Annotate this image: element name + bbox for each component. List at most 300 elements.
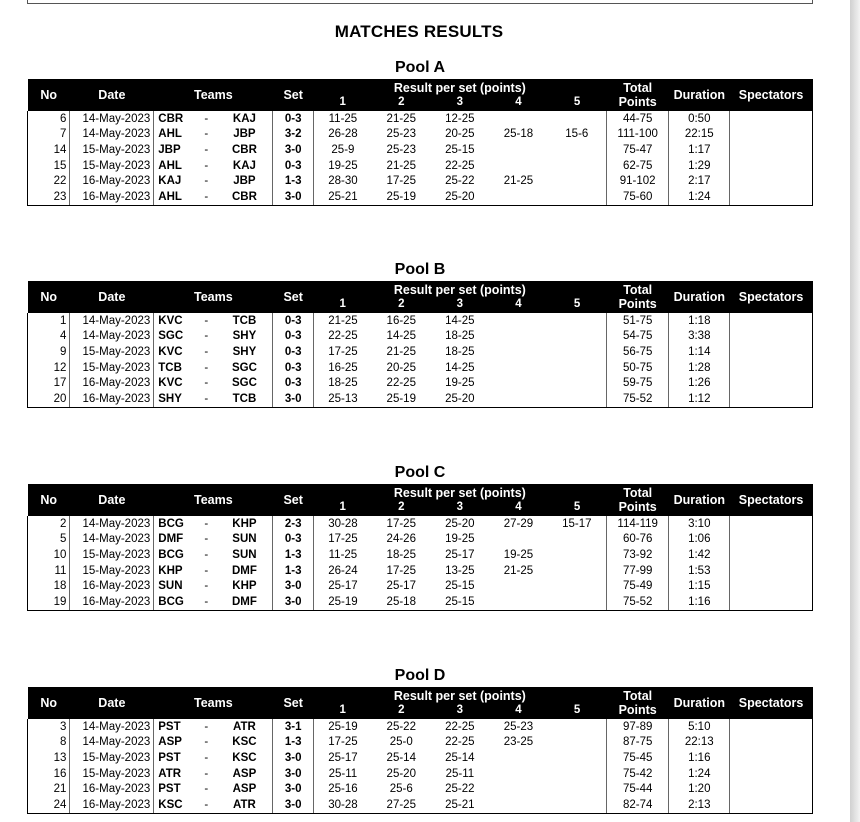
header-set: Set — [273, 281, 313, 313]
total-points: 59-75 — [606, 375, 669, 391]
header-set-4: 4 — [489, 297, 548, 313]
set-4-score: 19-25 — [503, 548, 534, 561]
away-team: JBP — [233, 128, 256, 141]
set-1-score: 16-25 — [313, 360, 372, 376]
team-separator: - — [204, 533, 209, 546]
header-date: Date — [70, 484, 154, 516]
match-number: 3 — [28, 719, 70, 735]
home-team: KAJ — [154, 173, 196, 189]
match-duration: 1:20 — [669, 781, 730, 797]
spectators-count — [730, 547, 813, 563]
table-row — [28, 594, 813, 610]
set-score: 0-3 — [273, 111, 313, 127]
set-2-score: 25-23 — [386, 128, 416, 141]
away-team: KSC — [232, 736, 257, 749]
away-team: SUN — [232, 533, 257, 546]
away-team: SGC — [231, 361, 257, 374]
match-date: 15-May-2023 — [70, 360, 154, 376]
header-set-3: 3 — [431, 703, 490, 719]
set-2-score: 25-19 — [372, 391, 431, 407]
home-team: ATR — [154, 766, 196, 782]
pool-title: Pool A — [394, 59, 446, 76]
spectators-count — [730, 750, 813, 766]
set-2-score: 25-6 — [389, 783, 413, 796]
home-team: BCG — [154, 516, 196, 532]
match-number: 11 — [28, 563, 70, 579]
set-2-score: 14-25 — [386, 330, 416, 343]
match-number: 13 — [28, 750, 70, 766]
away-team: KHP — [232, 517, 257, 530]
match-date: 16-May-2023 — [70, 781, 154, 797]
set-2-score: 25-14 — [386, 751, 416, 764]
set-1-score: 17-25 — [313, 532, 372, 548]
header-spectators: Spectators — [730, 687, 813, 719]
away-team: ATR — [216, 797, 273, 813]
set-score: 3-1 — [273, 719, 313, 735]
away-team: TCB — [216, 391, 273, 407]
total-points: 50-75 — [606, 360, 669, 376]
header-set-3: 3 — [431, 95, 490, 111]
match-duration: 1:29 — [669, 158, 730, 174]
match-date: 15-May-2023 — [70, 142, 154, 158]
team-separator: - — [204, 159, 209, 172]
match-number: 10 — [28, 547, 70, 563]
set-4-score: 21-25 — [503, 175, 534, 188]
table-row — [28, 781, 813, 797]
match-number: 7 — [28, 127, 70, 143]
set-2-score: 21-25 — [386, 345, 416, 358]
set-2-score: 21-25 — [386, 159, 416, 172]
pool-title: Pool D — [394, 667, 446, 684]
set-5-score — [548, 797, 607, 813]
set-score: 0-3 — [273, 375, 313, 391]
set-score: 3-0 — [273, 391, 313, 407]
match-number: 12 — [28, 360, 70, 376]
match-number: 19 — [28, 594, 70, 610]
match-duration: 1:16 — [669, 750, 730, 766]
header-set-1: 1 — [313, 95, 372, 111]
page-title: MATCHES RESULTS — [334, 22, 504, 41]
match-date: 15-May-2023 — [70, 344, 154, 360]
header-teams: Teams — [154, 687, 273, 719]
away-team: KAJ — [232, 112, 256, 125]
set-2-score: 27-25 — [372, 797, 431, 813]
set-1-score: 25-16 — [313, 781, 372, 797]
match-number: 9 — [28, 344, 70, 360]
header-total: Total — [606, 79, 669, 95]
header-teams: Teams — [154, 281, 273, 313]
set-3-score: 25-21 — [431, 797, 490, 813]
match-duration: 3:38 — [669, 329, 730, 345]
header-spectators: Spectators — [730, 281, 813, 313]
spectators-count — [730, 142, 813, 158]
header-set-4: 4 — [489, 95, 548, 111]
header-date: Date — [70, 79, 154, 111]
team-separator: - — [204, 517, 209, 530]
match-duration: 1:24 — [669, 189, 730, 205]
away-team: JBP — [233, 175, 256, 188]
set-2-score: 17-25 — [386, 175, 416, 188]
spectators-count — [730, 781, 813, 797]
set-1-score: 25-19 — [313, 719, 372, 735]
match-date: 14-May-2023 — [70, 313, 154, 329]
set-3-score: 25-20 — [431, 189, 490, 205]
total-points: 54-75 — [606, 329, 669, 345]
set-3-score: 22-25 — [445, 736, 475, 749]
team-separator: - — [204, 175, 209, 188]
header-set-4: 4 — [489, 500, 548, 516]
header-set-3: 3 — [431, 297, 490, 313]
home-team: BCG — [154, 547, 196, 563]
table-row — [28, 313, 813, 329]
team-separator: - — [204, 580, 209, 593]
set-4-score — [489, 329, 548, 345]
home-team: SGC — [154, 329, 196, 345]
set-score: 0-3 — [273, 532, 313, 548]
set-5-score — [548, 719, 607, 735]
set-3-score: 25-15 — [431, 594, 490, 610]
spectators-count — [730, 735, 813, 751]
spectators-count — [730, 158, 813, 174]
set-2-score: 18-25 — [386, 548, 416, 561]
set-5-score — [548, 313, 607, 329]
header-points: Points — [606, 95, 669, 111]
set-2-score: 16-25 — [386, 314, 416, 327]
header-set-5: 5 — [548, 297, 607, 313]
table-row — [28, 189, 813, 205]
away-team: KAJ — [232, 159, 256, 172]
set-3-score: 19-25 — [445, 377, 475, 390]
match-number: 18 — [28, 578, 70, 594]
set-3-score: 25-11 — [445, 767, 475, 780]
match-date: 15-May-2023 — [70, 563, 154, 579]
set-4-score — [489, 375, 548, 391]
away-team: KSC — [232, 751, 257, 764]
match-date: 14-May-2023 — [70, 735, 154, 751]
total-points: 87-75 — [606, 735, 669, 751]
set-1-score: 30-28 — [313, 516, 372, 532]
set-5-score — [548, 563, 607, 579]
match-duration: 1:42 — [669, 547, 730, 563]
set-4-score: 23-25 — [503, 736, 534, 749]
header-set: Set — [273, 79, 313, 111]
match-duration: 1:15 — [669, 578, 730, 594]
match-date: 16-May-2023 — [70, 173, 154, 189]
set-score: 0-3 — [273, 313, 313, 329]
match-number: 1 — [28, 313, 70, 329]
away-team: TCB — [232, 314, 257, 327]
set-3-score: 18-25 — [445, 330, 475, 343]
set-4-score: 21-25 — [503, 564, 534, 577]
set-1-score: 26-28 — [313, 127, 372, 143]
team-separator: - — [204, 736, 209, 749]
match-duration: 1:06 — [669, 532, 730, 548]
match-duration: 1:28 — [669, 360, 730, 376]
set-score: 3-0 — [273, 594, 313, 610]
pool-section — [27, 665, 813, 814]
set-1-score: 21-25 — [313, 313, 372, 329]
match-date: 16-May-2023 — [70, 594, 154, 610]
match-duration: 1:18 — [669, 313, 730, 329]
set-4-score — [489, 750, 548, 766]
set-score: 1-3 — [273, 735, 313, 751]
header-duration: Duration — [669, 79, 730, 111]
header-set-5: 5 — [548, 95, 607, 111]
results-table — [27, 687, 813, 814]
set-3-score: 25-20 — [431, 391, 490, 407]
total-points: 73-92 — [606, 547, 669, 563]
set-3-score: 25-22 — [445, 783, 475, 796]
set-score: 3-0 — [273, 578, 313, 594]
team-separator: - — [204, 112, 209, 125]
match-date: 14-May-2023 — [70, 532, 154, 548]
results-table — [27, 484, 813, 611]
team-separator: - — [204, 314, 209, 327]
set-4-score — [489, 158, 548, 174]
set-4-score — [489, 344, 548, 360]
set-score: 0-3 — [273, 329, 313, 345]
match-date: 15-May-2023 — [70, 158, 154, 174]
set-4-score — [489, 578, 548, 594]
header-duration: Duration — [669, 484, 730, 516]
previous-section-frame — [27, 0, 813, 4]
match-date: 16-May-2023 — [70, 375, 154, 391]
team-separator: - — [196, 189, 216, 205]
header-result-per-set: Result per set (points) — [313, 79, 606, 95]
set-4-score — [489, 189, 548, 205]
header-spectators: Spectators — [730, 79, 813, 111]
match-date: 15-May-2023 — [70, 547, 154, 563]
set-4-score — [489, 142, 548, 158]
away-team: ASP — [232, 783, 257, 796]
match-number: 6 — [28, 111, 70, 127]
table-row — [28, 329, 813, 345]
set-score: 3-0 — [273, 797, 313, 813]
set-1-score: 25-19 — [313, 594, 372, 610]
match-duration: 3:10 — [669, 516, 730, 532]
total-points: 97-89 — [606, 719, 669, 735]
match-date: 16-May-2023 — [70, 578, 154, 594]
home-team: DMF — [154, 532, 196, 548]
away-team: CBR — [216, 189, 273, 205]
set-4-score — [489, 766, 548, 782]
set-3-score: 25-14 — [445, 751, 475, 764]
pool-section — [27, 57, 813, 206]
match-date: 16-May-2023 — [70, 797, 154, 813]
header-no: No — [28, 687, 70, 719]
set-3-score: 18-25 — [445, 345, 475, 358]
header-set-3: 3 — [431, 500, 490, 516]
match-duration: 22:15 — [669, 127, 730, 143]
set-5-score — [548, 547, 607, 563]
set-4-score: 27-29 — [503, 517, 534, 530]
team-separator: - — [204, 143, 209, 156]
set-1-score: 17-25 — [313, 735, 372, 751]
team-separator: - — [204, 361, 209, 374]
team-separator: - — [196, 594, 216, 610]
spectators-count — [730, 173, 813, 189]
set-5-score — [548, 189, 607, 205]
match-date: 14-May-2023 — [70, 111, 154, 127]
total-points: 77-99 — [606, 563, 669, 579]
spectators-count — [730, 329, 813, 345]
home-team: PST — [154, 750, 196, 766]
set-2-score: 17-25 — [386, 564, 416, 577]
match-number: 17 — [28, 375, 70, 391]
results-table — [27, 281, 813, 408]
spectators-count — [730, 127, 813, 143]
spectators-count — [730, 360, 813, 376]
total-points: 75-49 — [606, 578, 669, 594]
pool-section — [27, 462, 813, 611]
match-date: 15-May-2023 — [70, 766, 154, 782]
set-score: 3-0 — [273, 781, 313, 797]
table-row — [28, 127, 813, 143]
set-score: 1-3 — [273, 563, 313, 579]
set-3-score: 14-25 — [445, 314, 475, 327]
match-duration: 0:50 — [669, 111, 730, 127]
team-separator: - — [204, 564, 209, 577]
set-1-score: 25-13 — [313, 391, 372, 407]
header-date: Date — [70, 281, 154, 313]
total-points: 56-75 — [606, 344, 669, 360]
pool-section — [27, 259, 813, 408]
set-5-score — [548, 360, 607, 376]
set-1-score: 25-11 — [313, 766, 372, 782]
table-row — [28, 766, 813, 782]
set-2-score: 25-23 — [386, 143, 416, 156]
team-separator: - — [196, 391, 216, 407]
set-2-score: 25-17 — [386, 580, 416, 593]
table-row — [28, 547, 813, 563]
set-5-score — [548, 344, 607, 360]
match-number: 23 — [28, 189, 70, 205]
header-points: Points — [606, 703, 669, 719]
match-number: 16 — [28, 766, 70, 782]
spectators-count — [730, 594, 813, 610]
match-date: 16-May-2023 — [70, 391, 154, 407]
away-team: DMF — [231, 564, 257, 577]
set-5-score — [548, 173, 607, 189]
spectators-count — [730, 578, 813, 594]
away-team: SUN — [232, 548, 257, 561]
set-1-score: 25-17 — [313, 578, 372, 594]
set-4-score — [489, 532, 548, 548]
set-4-score — [489, 360, 548, 376]
spectators-count — [730, 375, 813, 391]
match-duration: 2:17 — [669, 173, 730, 189]
set-1-score: 22-25 — [313, 329, 372, 345]
set-2-score: 22-25 — [386, 377, 416, 390]
match-duration: 22:13 — [669, 735, 730, 751]
set-score: 3-0 — [273, 189, 313, 205]
table-row — [28, 142, 813, 158]
spectators-count — [730, 391, 813, 407]
set-3-score: 12-25 — [445, 112, 475, 125]
set-score: 2-3 — [273, 516, 313, 532]
home-team: TCB — [154, 360, 196, 376]
away-team: SHY — [232, 330, 257, 343]
table-row — [28, 344, 813, 360]
set-1-score: 17-25 — [313, 344, 372, 360]
total-points: 82-74 — [606, 797, 669, 813]
set-5-score — [548, 142, 607, 158]
set-2-score: 25-19 — [372, 189, 431, 205]
set-3-score: 25-15 — [445, 580, 475, 593]
match-number: 8 — [28, 735, 70, 751]
header-result-per-set: Result per set (points) — [313, 484, 606, 500]
match-date: 16-May-2023 — [70, 189, 154, 205]
set-2-score: 17-25 — [386, 517, 416, 530]
set-score: 0-3 — [273, 158, 313, 174]
team-separator: - — [204, 377, 209, 390]
spectators-count — [730, 797, 813, 813]
home-team: KHP — [154, 563, 196, 579]
table-row — [28, 797, 813, 813]
away-team: SGC — [231, 377, 257, 390]
header-set-2: 2 — [372, 95, 431, 111]
set-1-score: 28-30 — [313, 173, 372, 189]
header-result-per-set: Result per set (points) — [313, 687, 606, 703]
set-score: 1-3 — [273, 547, 313, 563]
header-set-1: 1 — [313, 703, 372, 719]
home-team: AHL — [154, 158, 196, 174]
set-4-score — [489, 594, 548, 610]
spectators-count — [730, 344, 813, 360]
header-set: Set — [273, 484, 313, 516]
set-score: 3-0 — [273, 750, 313, 766]
pool-title: Pool C — [394, 464, 446, 481]
total-points: 111-100 — [606, 127, 669, 143]
match-number: 4 — [28, 329, 70, 345]
header-set-1: 1 — [313, 297, 372, 313]
team-separator: - — [204, 767, 209, 780]
header-date: Date — [70, 687, 154, 719]
total-points: 75-60 — [606, 189, 669, 205]
team-separator: - — [204, 720, 209, 733]
match-date: 14-May-2023 — [70, 127, 154, 143]
set-score: 0-3 — [273, 360, 313, 376]
match-number: 21 — [28, 781, 70, 797]
header-total: Total — [606, 281, 669, 297]
set-2-score: 25-22 — [386, 720, 416, 733]
home-team: KVC — [154, 313, 196, 329]
spectators-count — [730, 516, 813, 532]
table-row — [28, 719, 813, 735]
header-no: No — [28, 484, 70, 516]
set-3-score: 19-25 — [445, 533, 475, 546]
set-1-score: 30-28 — [313, 797, 372, 813]
match-duration: 1:16 — [669, 594, 730, 610]
home-team: CBR — [154, 111, 196, 127]
set-4-score — [489, 781, 548, 797]
set-2-score: 20-25 — [386, 361, 416, 374]
set-2-score: 25-18 — [372, 594, 431, 610]
home-team: PST — [154, 781, 196, 797]
header-duration: Duration — [669, 281, 730, 313]
set-5-score — [548, 766, 607, 782]
home-team: SHY — [154, 391, 196, 407]
match-number: 20 — [28, 391, 70, 407]
match-number: 22 — [28, 173, 70, 189]
spectators-count — [730, 766, 813, 782]
set-2-score: 21-25 — [386, 112, 416, 125]
spectators-count — [730, 563, 813, 579]
table-row — [28, 516, 813, 532]
header-set-4: 4 — [489, 703, 548, 719]
total-points: 91-102 — [606, 173, 669, 189]
home-team: AHL — [154, 127, 196, 143]
